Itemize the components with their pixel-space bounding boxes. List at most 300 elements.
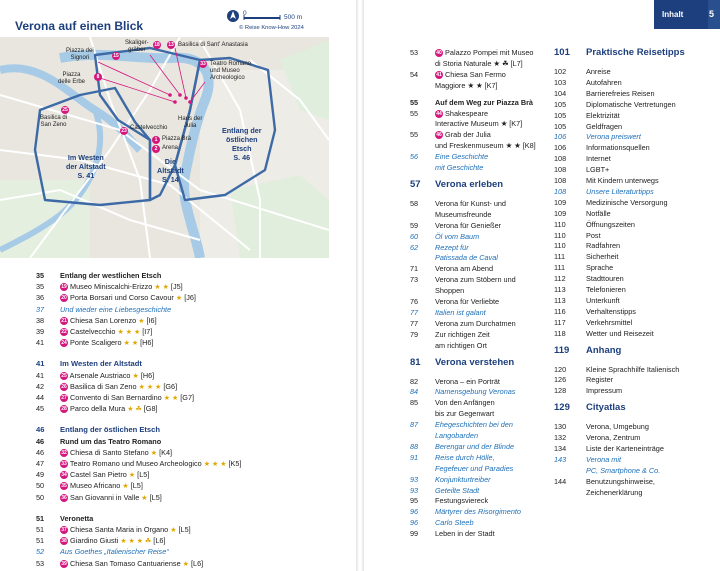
toc-page-number: 113 — [554, 295, 566, 305]
toc-entry-text — [435, 108, 488, 119]
sight-pin-icon: 36 — [61, 494, 67, 501]
toc-page-number: 54 — [410, 69, 419, 79]
toc-page-number: 126 — [554, 375, 567, 385]
toc-entry-label: Ehegeschichten bei den — [435, 420, 513, 430]
toc-page-number: 58 — [410, 198, 419, 208]
toc-entry-text — [586, 99, 676, 110]
toc-entry-label: Verona zum Stöbern und — [435, 275, 516, 285]
toc-page-number: 76 — [410, 297, 419, 306]
inhalt-tab — [654, 0, 720, 29]
rating-stars-icon: ★ — [170, 527, 177, 534]
sight-pin-icon: 34 — [61, 472, 67, 479]
toc-entry-text — [435, 47, 533, 58]
toc-entry-text — [435, 140, 536, 151]
toc-entry-label: Sprache — [586, 263, 614, 273]
page-number: 5 — [708, 9, 714, 19]
toc-entry-label: Festungsviereck — [435, 496, 489, 506]
sight-pin-icon: 27 — [61, 395, 67, 402]
toc-entry-text — [60, 436, 161, 447]
toc-entry-label: Öffnungszeiten — [586, 219, 635, 229]
toc-page-number: 95 — [410, 496, 419, 506]
toc-entry-label: Unterkunft — [586, 295, 620, 305]
label-basilica-santanastasia: Basilica di Sant' Anastasia — [178, 42, 248, 48]
toc-page-number: 93 — [410, 485, 419, 495]
toc-page-number: 79 — [410, 329, 419, 339]
toc-entry-text — [435, 58, 523, 69]
toc-entry-label: Verona am Abend — [435, 264, 494, 274]
toc-entry-label: Anreise — [586, 67, 611, 76]
sight-pin-icon: 37 — [61, 527, 67, 534]
map-grid-reference: [G6] — [163, 381, 178, 391]
map-grid-reference: [L5] — [137, 470, 150, 480]
map-pin: 25 — [62, 107, 68, 113]
label-piazza-delle-erbe: Piazza delle Erbe — [58, 72, 86, 85]
toc-entry-text — [435, 528, 495, 539]
toc-entry-label: Praktische Reisetipps — [586, 47, 685, 58]
toc-entry-text — [60, 469, 149, 481]
map-grid-reference: [L6] — [190, 558, 204, 568]
sight-pin-icon: 22 — [61, 329, 67, 336]
toc-page-number: 144 — [554, 476, 567, 486]
toc-entry-label: Und wieder eine Liebesgeschichte — [60, 304, 172, 314]
map-grid-reference: [I7] — [142, 327, 153, 336]
toc-entry-text — [586, 175, 659, 186]
toc-entry-label: am richtigen Ort — [435, 340, 487, 350]
toc-entry-text — [586, 88, 655, 99]
sight-pin-icon: 35 — [61, 483, 67, 490]
toc-page-number: 36 — [36, 293, 45, 303]
toc-page-number: 41 — [36, 338, 45, 348]
toc-page-number: 93 — [410, 474, 419, 484]
toc-page-number: 108 — [554, 165, 567, 175]
toc-entry-label: Aus Goethes „Italienischer Reise“ — [60, 547, 169, 557]
toc-entry-text — [586, 364, 679, 375]
toc-page-number: 88 — [410, 441, 419, 451]
toc-page-number: 52 — [36, 547, 45, 557]
rating-stars-icon: ★ — [141, 494, 148, 502]
rating-stars-icon: ★ — [138, 317, 145, 325]
toc-entry-text — [60, 304, 171, 315]
toc-entry-label: Internet — [586, 154, 611, 164]
toc-page-number: 111 — [554, 263, 566, 273]
toc-page-number: 108 — [554, 176, 567, 185]
toc-page-number: 55 — [410, 130, 419, 140]
toc-page-number: 57 — [410, 178, 421, 190]
rating-stars-icon: ★ ★ ★ — [138, 383, 162, 391]
toc-entry-text — [586, 476, 655, 487]
toc-page-number: 91 — [410, 452, 419, 462]
toc-entry-label: Notfälle — [586, 208, 611, 218]
toc-entry-label: und Freskenmuseum ★ ★ [K8] — [435, 141, 536, 151]
toc-page-number: 106 — [554, 132, 567, 142]
toc-entry-text — [586, 273, 624, 284]
toc-entry-text — [435, 198, 506, 209]
toc-entry-text — [435, 118, 522, 129]
toc-entry-text — [435, 69, 506, 80]
toc-entry-label: Entlang der östlichen Etsch — [60, 425, 161, 435]
map-grid-reference: [H6] — [140, 338, 154, 348]
toc-entry-text — [435, 231, 479, 242]
toc-page-number: 42 — [36, 381, 45, 391]
toc-page-number: 35 — [36, 282, 45, 292]
toc-entry-label: Telefonieren — [586, 285, 626, 294]
toc-page-number: 51 — [36, 536, 45, 546]
scale-start: 0 — [243, 10, 247, 17]
toc-entry-text — [60, 326, 152, 338]
label-arena: Arena — [162, 145, 179, 151]
toc-entry-text — [435, 506, 521, 517]
label-basilica-san-zeno: Basilica di San Zeno — [40, 115, 68, 128]
toc-entry-text — [435, 463, 513, 474]
toc-entry-label: Barrierefreies Reisen — [586, 88, 655, 98]
rating-stars-icon: ★ — [128, 472, 136, 480]
toc-entry-text — [586, 66, 611, 77]
toc-entry-label: Märtyrer des Risorgimento — [435, 507, 521, 517]
toc-page-number: 38 — [36, 315, 45, 325]
toc-entry-label: Anhang — [586, 344, 622, 356]
map-pin: 23 — [121, 128, 127, 134]
toc-page-number: 81 — [410, 356, 421, 368]
toc-entry-label: Von den Anfängen — [435, 398, 495, 408]
toc-page-number: 110 — [554, 241, 566, 251]
toc-entry-label: Rezept für — [435, 242, 469, 252]
toc-entry-label: Konjunkturtreiber — [435, 474, 491, 484]
toc-entry-label: Stadttouren — [586, 274, 624, 284]
toc-entry-label: mit Geschichte — [435, 163, 484, 172]
map-grid-reference: [L5] — [178, 525, 191, 534]
toc-entry-label: Veronetta — [60, 513, 94, 523]
toc-entry-text — [60, 370, 154, 382]
toc-entry-label: PC, Smartphone & Co. — [586, 465, 661, 475]
rating-stars-icon: ★ — [132, 372, 139, 380]
scale-end: 500 m — [284, 14, 303, 21]
toc-entry-label: Verkehrsmittel — [586, 317, 633, 327]
toc-page-number: 85 — [410, 398, 419, 408]
toc-entry-label: Zur richtigen Zeit — [435, 329, 490, 339]
toc-entry-label: Sicherheit — [586, 252, 619, 262]
map-pin: 15 — [113, 53, 119, 59]
rating-stars-icon: ★ ★ — [154, 284, 169, 292]
toc-entry-label: Register — [586, 375, 614, 385]
toc-page-number: 45 — [36, 404, 45, 414]
sight-pin-icon: 46 — [436, 132, 442, 139]
toc-entry-text — [435, 408, 494, 419]
area-altstadt[interactable]: Die Altstadt S. 14 — [157, 157, 184, 184]
toc-page-number: 41 — [36, 370, 45, 380]
area-westen[interactable]: Im Westen der Altstadt S. 41 — [66, 153, 106, 180]
toc-page-number: 111 — [554, 252, 566, 262]
toc-entry-label: Museumsfreunde — [435, 209, 492, 219]
rating-stars-icon: ★ ★ ★ — [203, 461, 227, 468]
sight-pin-icon: 39 — [61, 560, 67, 567]
toc-page-number: 77 — [410, 318, 419, 328]
toc-page-number: 132 — [554, 433, 567, 443]
toc-page-number: 46 — [36, 425, 45, 435]
toc-entry-label: di Storia Naturale ★ ☘ [L7] — [435, 58, 523, 68]
toc-page-number: 82 — [410, 376, 419, 386]
toc-entry-label: Informationsquellen — [586, 143, 650, 153]
toc-page-number: 62 — [410, 242, 419, 252]
toc-page-number: 104 — [554, 88, 567, 98]
map-grid-reference: [L5] — [130, 481, 143, 491]
toc-entry-label: Grab der Julia — [445, 130, 491, 140]
map-pin: 13 — [168, 42, 174, 48]
toc-entry-text — [586, 131, 641, 142]
toc-entry-label: Cityatlas — [586, 402, 626, 414]
toc-page-number: 37 — [36, 304, 45, 314]
sight-pin-icon: 25 — [61, 372, 67, 379]
map-pin: 33 — [200, 61, 206, 67]
toc-entry-text — [60, 524, 191, 536]
toc-entry-label: Chiesa San Fermo — [445, 69, 506, 79]
toc-entry-text — [435, 386, 515, 397]
toc-entry-label: Convento di San Bernardino — [70, 393, 162, 402]
toc-entry-text — [586, 208, 611, 219]
toc-entry-text — [586, 284, 626, 295]
toc-entry-text — [586, 47, 685, 58]
toc-entry-text — [435, 397, 495, 408]
toc-entry-label: Chiesa San Lorenzo — [70, 315, 137, 325]
sight-pin-icon: 28 — [61, 406, 67, 413]
toc-entry-label: Benutzungshinweise, — [586, 476, 655, 486]
toc-entry-text — [60, 281, 183, 293]
map-pin: 18 — [154, 42, 160, 48]
rating-stars-icon: ★ — [150, 449, 158, 457]
toc-entry-text — [60, 458, 242, 470]
toc-entry-text — [435, 495, 488, 506]
sight-pin-icon: 33 — [61, 461, 67, 468]
toc-page-number: 51 — [36, 513, 45, 523]
toc-entry-label: Medizinische Versorgung — [586, 197, 668, 207]
toc-page-number: 96 — [410, 507, 419, 517]
toc-entry-label: Diplomatische Vertretungen — [586, 99, 676, 109]
rating-stars-icon: ★ ☘ — [127, 406, 142, 414]
toc-entry-text — [586, 385, 622, 396]
toc-entry-label: Öl vom Baum — [435, 231, 480, 241]
toc-entry-text — [435, 220, 501, 231]
map-grid-reference: [G7] — [180, 393, 195, 402]
sight-pin-icon: 38 — [61, 538, 67, 545]
toc-page-number: 109 — [554, 197, 567, 207]
toc-page-number: 41 — [36, 359, 45, 369]
toc-entry-label: Interactive Museum ★ [K7] — [435, 119, 523, 129]
toc-entry-text — [60, 392, 194, 404]
toc-entry-label: Shakespeare — [445, 108, 489, 118]
toc-page-number: 106 — [554, 143, 567, 153]
verona-overview-map — [0, 0, 329, 258]
toc-page-number: 53 — [410, 48, 419, 57]
toc-page-number: 53 — [36, 558, 45, 568]
rating-stars-icon: ★ — [175, 295, 183, 303]
sight-pin-icon: 26 — [61, 383, 67, 390]
toc-entry-label: Chiesa di Santo Stefano — [70, 447, 149, 457]
toc-entry-label: Berengar und der Blinde — [435, 441, 515, 451]
toc-entry-text — [586, 306, 636, 317]
toc-page-number: 109 — [554, 208, 567, 218]
toc-page-number: 103 — [554, 77, 567, 87]
toc-entry-text — [586, 142, 650, 153]
toc-entry-label: Geldfragen — [586, 121, 623, 131]
toc-page-number: 102 — [554, 67, 567, 76]
toc-entry-text — [435, 80, 498, 91]
toc-entry-label: Radfahren — [586, 241, 621, 251]
toc-entry-text — [586, 153, 611, 164]
toc-entry-text — [586, 197, 668, 208]
toc-entry-label: Museo Africano — [70, 481, 121, 491]
area-osten[interactable]: Entlang der östlichen Etsch S. 46 — [222, 126, 262, 162]
toc-entry-text — [586, 328, 654, 339]
toc-entry-label: Verona zum Durchatmen — [435, 318, 516, 328]
map-grid-reference: [K5] — [228, 459, 242, 468]
toc-entry-text — [435, 296, 499, 307]
toc-page-number: 130 — [554, 422, 567, 432]
toc-entry-text — [60, 315, 157, 327]
toc-entry-label: Verona mit — [586, 454, 622, 464]
toc-entry-text — [60, 546, 169, 557]
toc-entry-text — [586, 454, 621, 465]
toc-entry-text — [435, 441, 514, 452]
toc-entry-label: Mit Kindern unterwegs — [586, 176, 659, 185]
toc-entry-text — [60, 558, 203, 570]
toc-entry-text — [60, 381, 177, 393]
toc-entry-text — [435, 376, 500, 387]
toc-entry-text — [586, 465, 660, 476]
right-page — [364, 0, 720, 571]
toc-entry-text — [60, 492, 162, 504]
toc-entry-label: Ponte Scaligero — [70, 338, 122, 348]
label-castelvecchio: Castelvecchio — [130, 125, 168, 131]
toc-page-number: 112 — [554, 274, 566, 284]
toc-page-number: 35 — [36, 271, 45, 280]
toc-entry-text — [435, 452, 495, 463]
toc-entry-label: Teatro Romano und Museo Archeologico — [69, 459, 202, 468]
toc-page-number: 47 — [36, 459, 45, 468]
toc-entry-text — [435, 357, 514, 368]
toc-entry-label: Entlang der westlichen Etsch — [60, 271, 162, 280]
toc-entry-label: Auf dem Weg zur Piazza Brà — [435, 97, 533, 107]
label-scaligergraeber: Skaliger- gräber — [125, 40, 149, 53]
toc-entry-label: Zeichenerklärung — [586, 487, 643, 497]
toc-page-number: 87 — [410, 420, 419, 430]
toc-entry-label: Rund um das Teatro Romano — [60, 436, 162, 446]
toc-entry-label: Verona für Genießer — [435, 220, 502, 230]
toc-entry-label: Parco della Mura — [70, 404, 126, 414]
map-grid-reference: [H6] — [140, 370, 155, 380]
toc-entry-text — [586, 374, 613, 385]
toc-entry-label: Museo Miniscalchi-Erizzo — [70, 282, 153, 292]
toc-entry-label: Unsere Literaturtipps — [586, 186, 654, 196]
toc-entry-text — [586, 317, 632, 328]
sight-pin-icon: 44 — [436, 110, 442, 117]
toc-entry-text — [435, 485, 479, 496]
rating-stars-icon: ★ ★ ★ — [117, 329, 141, 336]
toc-entry-text — [435, 274, 516, 285]
toc-entry-text — [586, 402, 626, 413]
toc-page-number: 73 — [410, 275, 419, 285]
map-pin: 1 — [152, 136, 160, 144]
toc-entry-text — [60, 535, 165, 547]
toc-page-number: 117 — [554, 317, 566, 327]
map-grid-reference: [J6] — [184, 293, 196, 303]
toc-entry-label: Verhaltenstipps — [586, 306, 636, 316]
toc-entry-text — [60, 292, 196, 304]
sight-pin-icon: 32 — [61, 449, 67, 456]
toc-entry-label: Langobarden — [435, 431, 479, 440]
toc-entry-label: bis zur Gegenwart — [435, 409, 495, 419]
sight-pin-icon: 40 — [436, 50, 442, 57]
map-pin: 2 — [152, 145, 160, 153]
map-grid-reference: [L5] — [149, 492, 162, 502]
toc-entry-text — [586, 421, 649, 432]
toc-page-number: 39 — [36, 327, 45, 336]
toc-page-number: 71 — [410, 264, 419, 274]
toc-page-number: 46 — [36, 436, 45, 446]
toc-page-number: 44 — [36, 393, 45, 402]
toc-entry-label: San Giovanni in Valle — [70, 492, 140, 502]
toc-page-number: 134 — [554, 444, 567, 453]
toc-entry-text — [435, 318, 516, 329]
toc-entry-text — [435, 430, 478, 441]
toc-entry-label: LGBT+ — [586, 165, 610, 175]
toc-entry-label: Patissada de Caval — [435, 253, 498, 263]
toc-entry-text — [586, 230, 601, 241]
toc-entry-text — [586, 186, 654, 197]
toc-entry-label: Castelvecchio — [70, 327, 116, 336]
toc-entry-label: Castel San Pietro — [70, 470, 127, 480]
toc-entry-label: Geteilte Stadt — [435, 485, 480, 495]
toc-entry-label: Chiesa San Tomaso Cantuariense — [70, 558, 181, 568]
toc-page-number: 105 — [554, 110, 567, 120]
toc-entry-text — [586, 262, 613, 273]
toc-page-number: 55 — [410, 108, 419, 118]
toc-entry-text — [435, 329, 490, 340]
toc-entry-text — [435, 419, 513, 430]
toc-entry-text — [435, 129, 491, 140]
toc-page-number: 143 — [554, 454, 567, 464]
toc-entry-text — [60, 270, 161, 281]
label-piazza-bra: Piazza Brà — [162, 136, 192, 142]
toc-entry-label: Verona, Umgebung — [586, 422, 649, 432]
toc-page-number: 119 — [554, 344, 570, 356]
map-grid-reference: [L6] — [153, 536, 166, 546]
toc-page-number: 50 — [36, 492, 45, 502]
toc-page-number: 129 — [554, 402, 570, 414]
sight-pin-icon: 41 — [436, 71, 442, 78]
toc-entry-text — [586, 121, 622, 132]
toc-entry-label: Shoppen — [435, 286, 465, 296]
toc-entry-label: Verona verstehen — [435, 356, 515, 368]
toc-page-number: 120 — [554, 364, 567, 374]
toc-entry-text — [435, 517, 474, 528]
toc-entry-label: Arsenale Austriaco — [69, 370, 131, 380]
toc-entry-text — [586, 77, 622, 88]
toc-entry-text — [435, 97, 533, 108]
toc-entry-text — [435, 242, 469, 253]
toc-page-number: 108 — [554, 186, 567, 196]
toc-entry-label: Fegefeuer und Paradies — [435, 463, 514, 473]
rating-stars-icon: ★ ★ — [123, 340, 139, 348]
rating-stars-icon: ★ — [122, 483, 129, 491]
toc-entry-label: Palazzo Pompei mit Museo — [445, 48, 534, 57]
toc-entry-text — [435, 179, 503, 190]
inhalt-label: Inhalt — [662, 10, 684, 19]
toc-entry-text — [586, 251, 618, 262]
toc-entry-text — [586, 240, 620, 251]
toc-entry-text — [586, 487, 642, 498]
toc-entry-label: Giardino Giusti — [70, 536, 119, 546]
toc-page-number: 60 — [410, 231, 419, 241]
sight-pin-icon: 24 — [61, 340, 67, 347]
